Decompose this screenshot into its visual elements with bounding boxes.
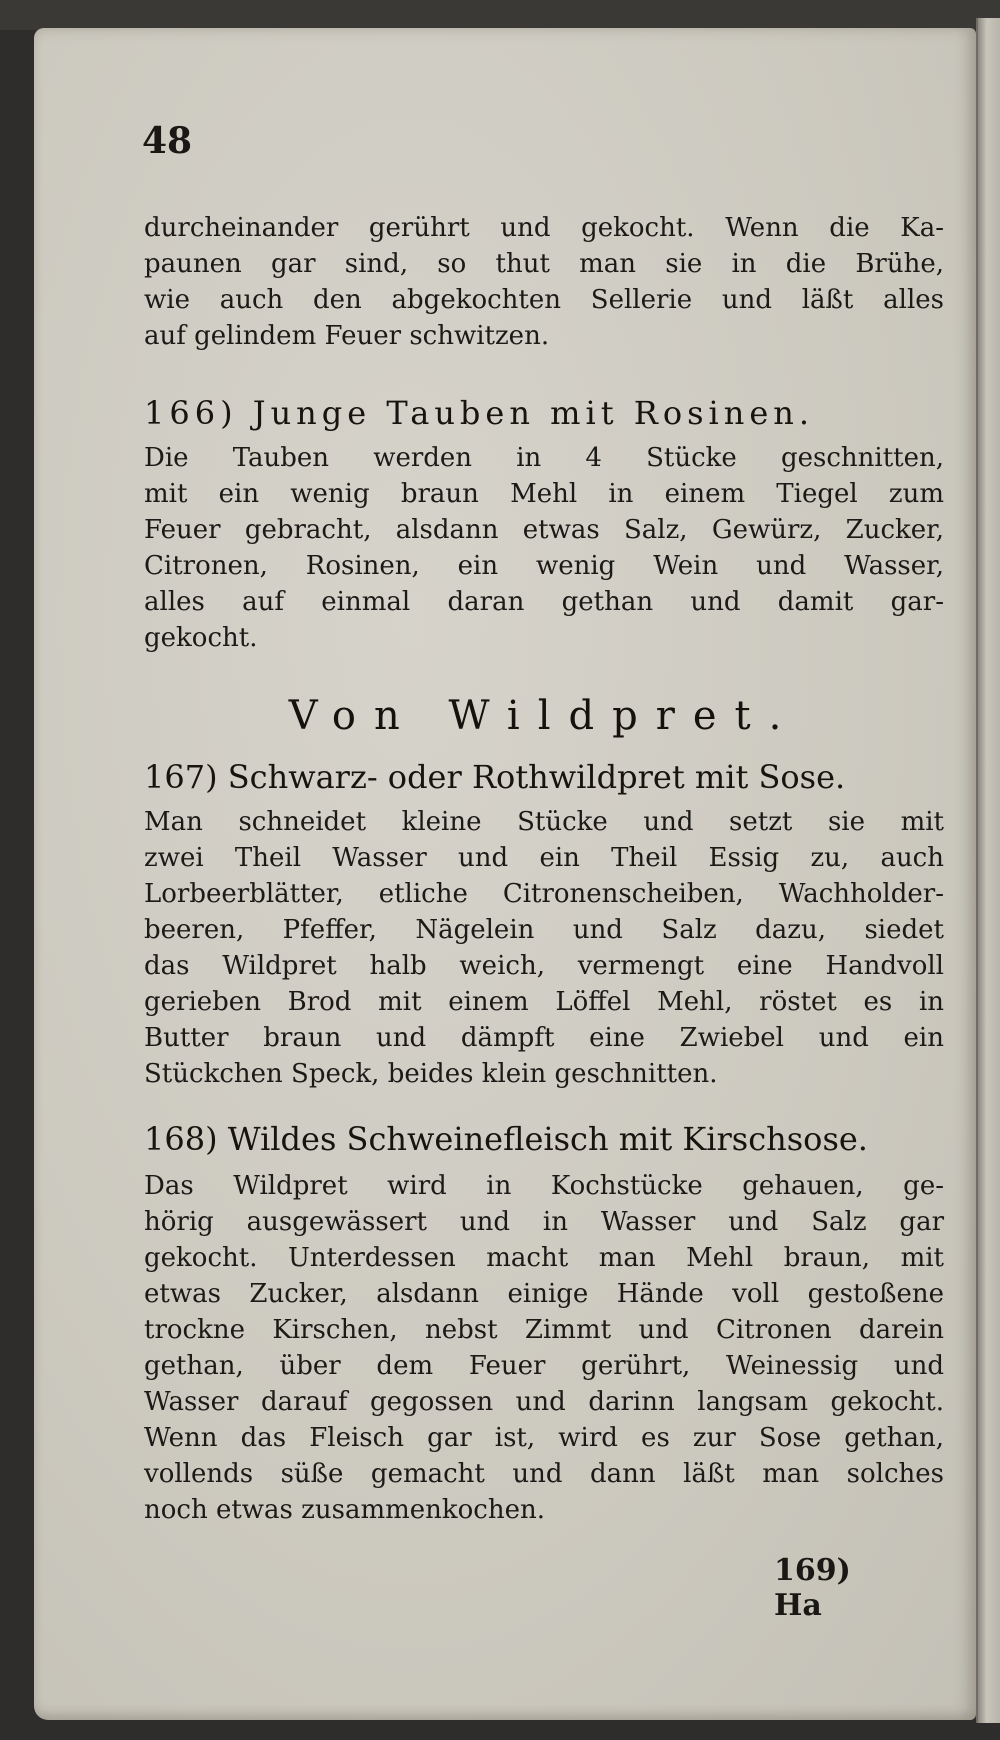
text-line: alles auf einmal daran gethan und damit gar- (144, 587, 944, 617)
text-line: etwas Zucker, alsdann einige Hände voll gestoßene (144, 1279, 944, 1309)
catchword: 169) Ha (774, 1553, 851, 1623)
text-line: Man schneidet kleine Stücke und setzt sie mit (144, 807, 944, 837)
text-line: Lorbeerblätter, etliche Citronenscheiben, Wachholder- (144, 879, 944, 909)
page-number: 48 (142, 120, 193, 162)
text-line: durcheinander gerührt und gekocht. Wenn die Ka- (144, 213, 944, 243)
book-page (34, 28, 976, 1720)
recipe-heading-167 (144, 754, 944, 800)
recipe-heading-166 (144, 390, 944, 436)
text-line: vollends süße gemacht und dann läßt man solches (144, 1459, 944, 1489)
adjacent-page-edge (976, 18, 1000, 1723)
text-line: paunen gar sind, so thut man sie in die Brühe, (144, 249, 944, 279)
recipe-body-167 (144, 804, 944, 1092)
text-line: gekocht. Unterdessen macht man Mehl braun, mit (144, 1243, 944, 1273)
text-line: trockne Kirschen, nebst Zimmt und Citronen darein (144, 1315, 944, 1345)
text-line: noch etwas zusammenkochen. (144, 1495, 546, 1525)
text-line: Das Wildpret wird in Kochstücke gehauen, ge- (144, 1171, 944, 1201)
recipe-heading: 168) Wildes Schweinefleisch mit Kirschsose. (144, 1120, 868, 1158)
text-line: Die Tauben werden in 4 Stücke geschnitten, (144, 443, 944, 473)
text-line: hörig ausgewässert und in Wasser und Salz gar (144, 1207, 944, 1237)
text-line: Wenn das Fleisch gar ist, wird es zur Sose gethan, (144, 1423, 944, 1453)
text-line: zwei Theil Wasser und ein Theil Essig zu, auch (144, 843, 944, 873)
recipe-heading-168 (144, 1116, 944, 1162)
text-line: auf gelindem Feuer schwitzen. (144, 321, 550, 351)
text-line: mit ein wenig braun Mehl in einem Tiegel zum (144, 479, 944, 509)
scan-background (0, 0, 1000, 30)
text-line: gethan, über dem Feuer gerührt, Weinessig und (144, 1351, 944, 1381)
text-line: gekocht. (144, 623, 258, 653)
recipe-body-168 (144, 1168, 944, 1528)
text-line: beeren, Pfeffer, Nägelein und Salz dazu, siedet (144, 915, 944, 945)
text-line: gerieben Brod mit einem Löffel Mehl, röstet es in (144, 987, 944, 1017)
text-line: Stückchen Speck, beides klein geschnitten. (144, 1059, 718, 1089)
text-line: Feuer gebracht, alsdann etwas Salz, Gewürz, Zucker, (144, 515, 944, 545)
recipe-heading: 167) Schwarz- oder Rothwildpret mit Sose. (144, 758, 846, 796)
recipe-heading: 166) Junge Tauben mit Rosinen. (144, 394, 815, 432)
text-line: Wasser darauf gegossen und darinn langsam gekocht. (144, 1387, 944, 1417)
text-line: Citronen, Rosinen, ein wenig Wein und Wasser, (144, 551, 944, 581)
text-line: Butter braun und dämpft eine Zwiebel und ein (144, 1023, 944, 1053)
text-line: wie auch den abgekochten Sellerie und läßt alles (144, 285, 944, 315)
section-title: Von Wildpret. (288, 693, 800, 739)
section-heading (144, 686, 944, 746)
continuation-paragraph (144, 210, 944, 354)
recipe-body-166 (144, 440, 944, 656)
text-line: das Wildpret halb weich, vermengt eine Handvoll (144, 951, 944, 981)
